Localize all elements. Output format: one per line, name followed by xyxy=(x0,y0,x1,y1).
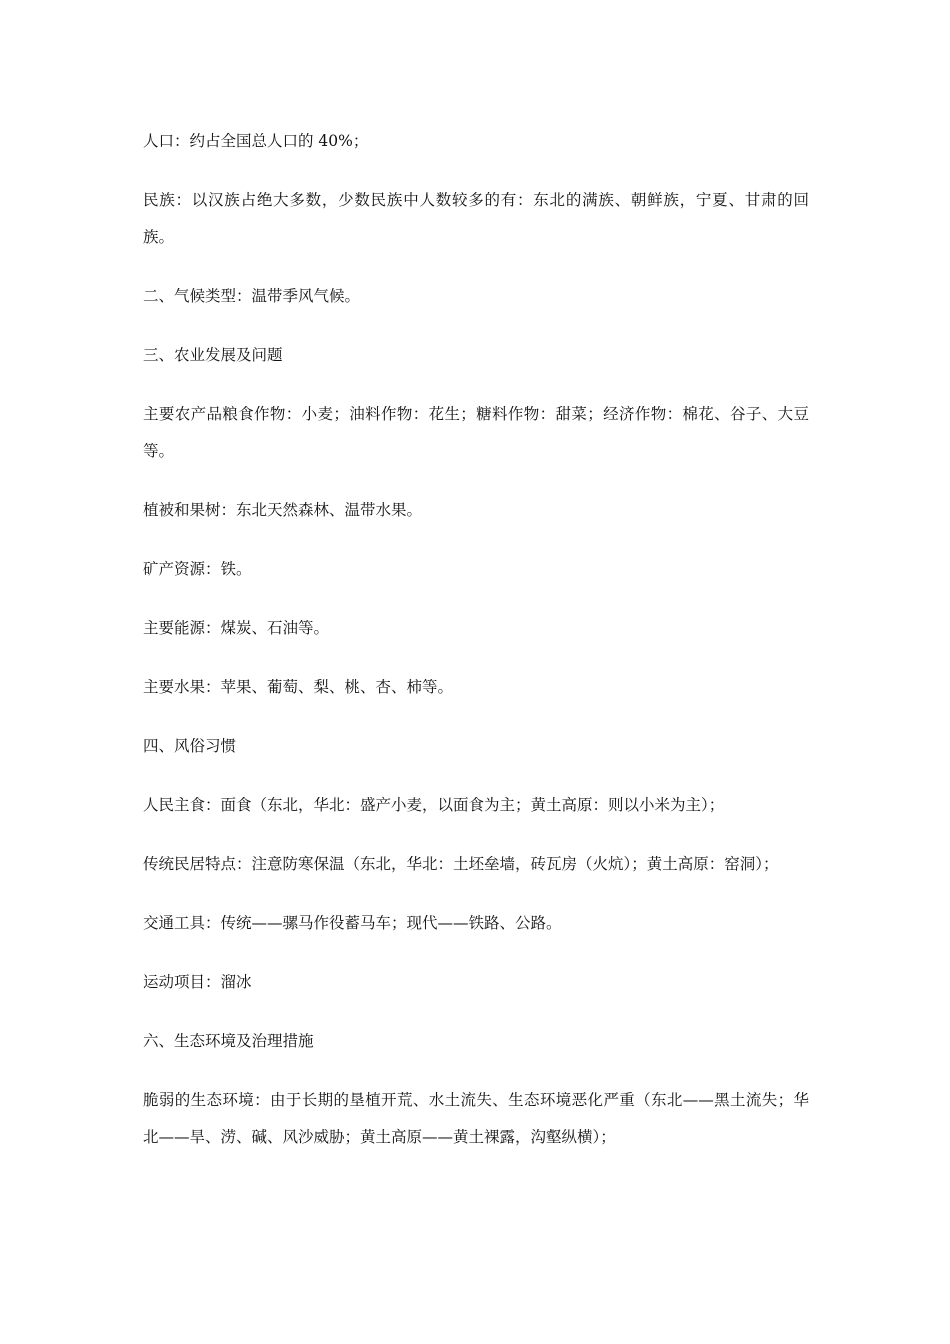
paragraph-energy: 主要能源：煤炭、石油等。 xyxy=(143,619,330,637)
document-body xyxy=(143,123,809,1178)
paragraph-fruits: 主要水果：苹果、葡萄、梨、桃、杏、柿等。 xyxy=(143,678,454,696)
paragraph-transport: 交通工具：传统——骡马作役蓄马车；现代——铁路、公路。 xyxy=(143,914,562,932)
paragraph-vegetation: 植被和果树：东北天然森林、温带水果。 xyxy=(143,501,423,519)
heading-ecology: 六、生态环境及治理措施 xyxy=(143,1032,314,1050)
paragraph-ethnic-groups: 民族：以汉族占绝大多数，少数民族中人数较多的有：东北的满族、朝鲜族，宁夏、甘肃的回族。 xyxy=(143,191,809,246)
paragraph-sports: 运动项目：溜冰 xyxy=(143,973,252,991)
paragraph-fragile-ecology: 脆弱的生态环境：由于长期的垦植开荒、水土流失、生态环境恶化严重（东北——黑土流失；华北——旱、涝、碱、风沙威胁；黄土高原——黄土裸露，沟壑纵横）； xyxy=(143,1091,809,1146)
heading-climate: 二、气候类型：温带季风气候。 xyxy=(143,287,361,305)
paragraph-minerals: 矿产资源：铁。 xyxy=(143,560,252,578)
heading-customs: 四、风俗习惯 xyxy=(143,737,237,755)
paragraph-population: 人口：约占全国总人口的 40%； xyxy=(143,132,369,150)
paragraph-dwellings: 传统民居特点：注意防寒保温（东北，华北：土坯垒墙，砖瓦房（火炕）；黄土高原：窑洞）； xyxy=(143,855,779,873)
heading-agriculture: 三、农业发展及问题 xyxy=(143,346,283,364)
paragraph-staple-food: 人民主食：面食（东北，华北：盛产小麦，以面食为主；黄土高原：则以小米为主）； xyxy=(143,796,725,814)
paragraph-crops: 主要农产品粮食作物：小麦；油料作物：花生；糖料作物：甜菜；经济作物：棉花、谷子、大豆等。 xyxy=(143,405,809,460)
